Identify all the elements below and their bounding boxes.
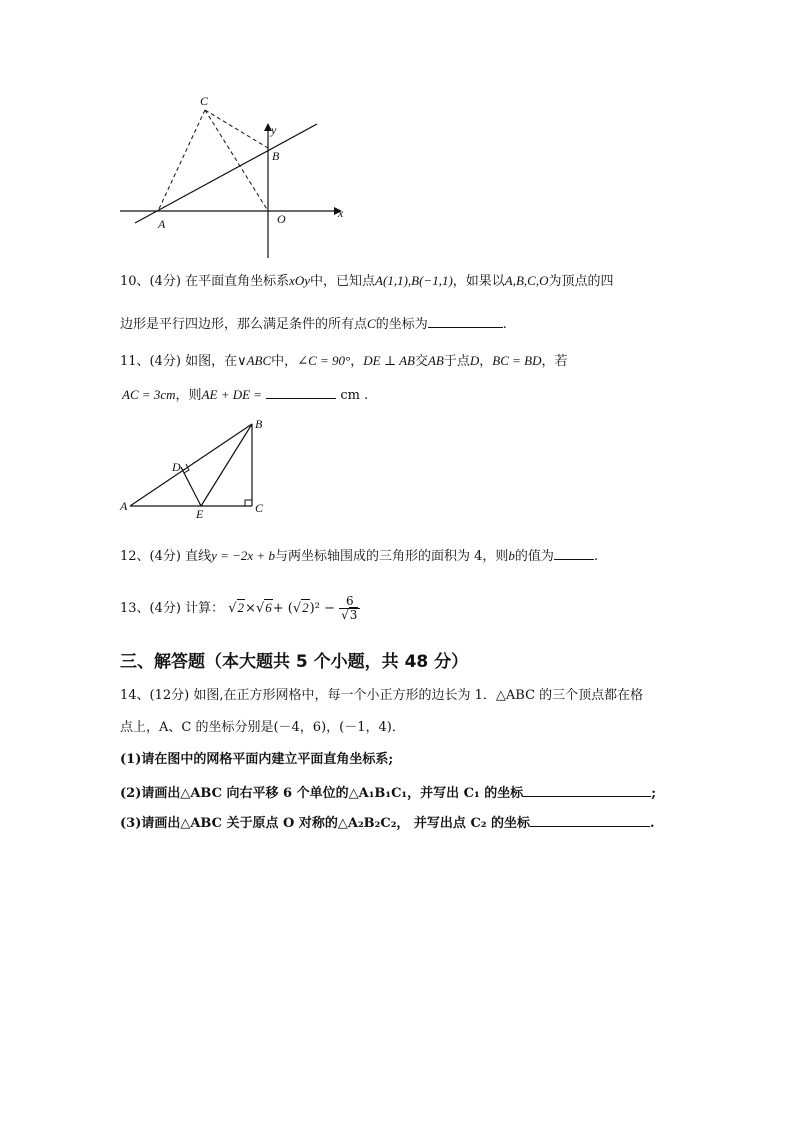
q11-eq: BC = BD <box>492 353 542 368</box>
q10-answer-blank[interactable] <box>428 313 503 328</box>
question-13 <box>120 595 360 622</box>
q11-triangle: ∨ABC <box>237 353 272 368</box>
q10-text: 的坐标为 <box>375 317 428 332</box>
line-ab <box>135 124 317 223</box>
q11-unit: cm <box>340 388 360 403</box>
q10-text: 为顶点的四 <box>548 274 614 289</box>
q10-end: . <box>502 317 507 332</box>
label-a: A <box>158 217 166 231</box>
figure-right-triangle <box>118 415 278 525</box>
q10-system: xOy <box>289 273 311 288</box>
q11-text: ， <box>350 354 364 369</box>
q14-part-3-end: . <box>650 816 655 831</box>
q14-part-1: (1)请在图中的网格平面内建立平面直角坐标系; <box>120 752 394 767</box>
right-angle-c <box>245 500 252 506</box>
question-11-line-2 <box>122 384 368 405</box>
q12-text: 的值为 <box>514 549 554 564</box>
q14-part-2-text: (2)请画出△ABC 向右平移 6 个单位的△A₁B₁C₁，并写出 C₁ 的坐标 <box>120 786 524 801</box>
q13-numerator: 6 <box>339 595 360 609</box>
label-b: B <box>255 417 263 431</box>
q11-end: . <box>364 388 369 403</box>
q13-prefix: 13、(4分) 计算： <box>120 601 225 616</box>
q13-denominator-radicand: 3 <box>349 608 358 622</box>
dashed-ca <box>158 110 205 211</box>
q12-prefix: 12、(4分) 直线 <box>120 549 212 564</box>
label-e: E <box>196 507 204 521</box>
question-11-line-1 <box>120 352 568 371</box>
q11-answer-blank[interactable] <box>266 384 336 399</box>
label-c: C <box>200 94 209 108</box>
q13-square: )² <box>309 601 320 616</box>
q14-part-3-answer-blank[interactable] <box>530 812 650 827</box>
q10-text: 边形是平行四边形，那么满足条件的所有点 <box>120 317 368 332</box>
q11-text: 交 <box>414 354 428 369</box>
q11-d: D <box>469 353 480 368</box>
label-x: x <box>338 206 344 220</box>
q13-fraction <box>339 595 360 622</box>
q13-radicand-3: 2 <box>302 600 309 615</box>
label-d: D <box>172 460 181 474</box>
dashed-cb <box>205 110 268 148</box>
q14-part-3 <box>120 812 655 833</box>
q10-text: ，如果以 <box>452 274 505 289</box>
q11-text: ，则 <box>175 388 202 403</box>
q11-text: ， <box>479 354 493 369</box>
dashed-co <box>205 110 268 211</box>
q14-line-2: 点上，A、C 的坐标分别是(－4，6)，(－1，4)． <box>120 720 405 735</box>
q10-point-c: C <box>367 316 376 331</box>
q13-radicand-1: 2 <box>237 600 245 615</box>
q13-minus: − <box>324 601 335 616</box>
q12-text: 与两坐标轴围成的三角形的面积为 4，则 <box>274 549 509 564</box>
q11-ae-de: AE + DE = <box>201 387 263 402</box>
q12-equation: y = −2x + b <box>211 548 275 563</box>
q13-radicand-2: 6 <box>265 600 272 615</box>
q11-text: ，若 <box>541 354 568 369</box>
q13-denominator: √3 <box>341 608 358 622</box>
q10-text: 中，已知点 <box>310 274 376 289</box>
question-10-line-2 <box>120 313 507 334</box>
q14-part-2-answer-blank[interactable] <box>523 782 651 797</box>
q11-ab: AB <box>427 353 444 368</box>
q11-text: 中， <box>271 354 298 369</box>
section-heading: 三、解答题（本大题共 5 个小题，共 48 分） <box>120 652 469 672</box>
q11-ac: AC = 3cm <box>122 387 176 402</box>
q12-answer-blank[interactable] <box>554 545 594 560</box>
q12-b: b <box>508 548 515 563</box>
q12-end: . <box>593 549 599 564</box>
label-c: C <box>255 501 264 515</box>
q11-angle: ∠C = 90° <box>297 353 351 368</box>
label-a: A <box>120 499 128 513</box>
label-y: y <box>271 123 277 137</box>
q14-part-2-end: ; <box>651 786 657 801</box>
q14-line-1: 14、(12分) 如图,在正方形网格中，每一个小正方形的边长为 1．△ABC 的三个顶点都在格 <box>120 688 644 703</box>
q10-points: A(1,1),B(−1,1) <box>375 273 453 288</box>
figure-coordinate-parallelogram <box>110 90 360 265</box>
label-b: B <box>272 149 280 163</box>
question-12 <box>120 545 598 566</box>
label-o: O <box>277 212 286 226</box>
q11-text: 于点 <box>443 354 470 369</box>
q13-times: × <box>245 601 256 616</box>
q11-perp: DE ⊥ AB <box>363 353 415 368</box>
q10-vertices: A,B,C,O <box>504 273 549 288</box>
q13-plus: + ( <box>272 601 293 616</box>
segment-be <box>201 424 252 506</box>
side-ab <box>130 424 252 506</box>
q10-prefix: 10、(4分) 在平面直角坐标系 <box>120 274 290 289</box>
q14-part-2 <box>120 782 656 803</box>
q13-expression: √2×√6+ (√2)² − $\frac{6}{√3}$ <box>228 601 360 616</box>
q14-part-3-text: (3)请画出△ABC 关于原点 O 对称的△A₂B₂C₂， 并写出点 C₂ 的坐标 <box>120 816 531 831</box>
q11-prefix: 11、(4分) 如图，在 <box>120 354 238 369</box>
question-10-line-1 <box>120 272 614 291</box>
